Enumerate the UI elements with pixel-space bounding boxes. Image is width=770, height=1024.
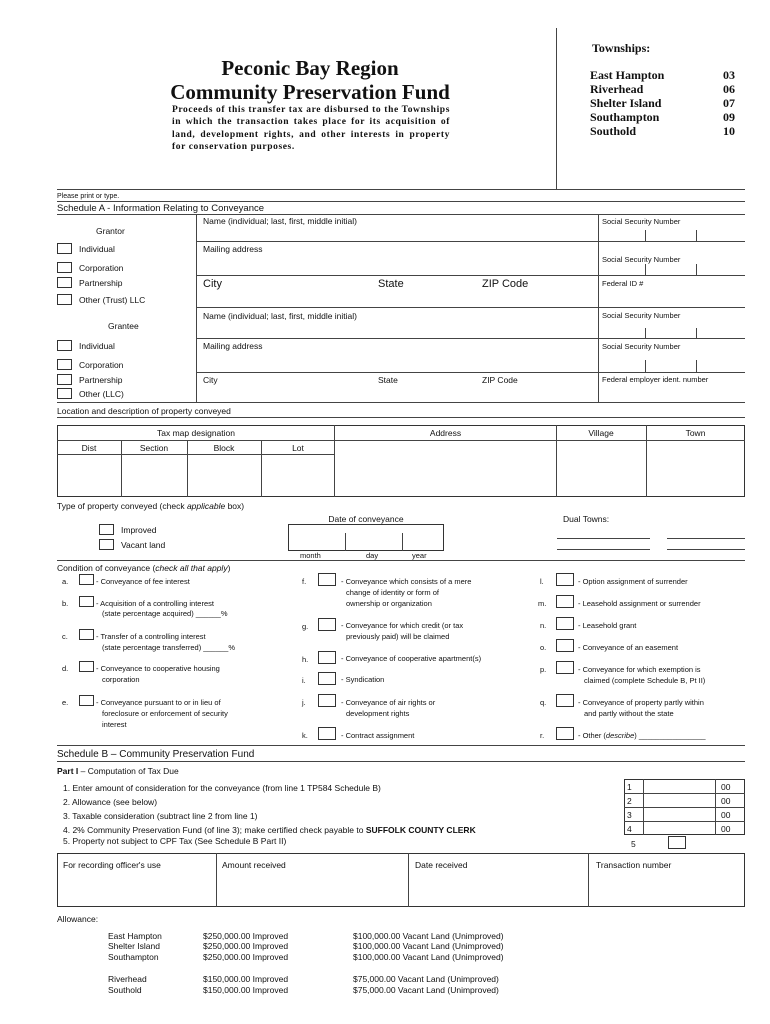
cond-h-text: - Conveyance of cooperative apartment(s): [341, 654, 482, 663]
township-row: Shelter Island 07: [590, 96, 735, 110]
line3-no: 3: [627, 810, 632, 820]
date-input[interactable]: [288, 524, 444, 551]
page-title-line2: Community Preservation Fund: [170, 80, 450, 104]
grantee-city-field[interactable]: City: [203, 375, 218, 385]
grantee-ssn-label: Social Security Number: [602, 311, 681, 320]
allowance-town: Southold: [108, 985, 142, 995]
grantee-individual-label: Individual: [79, 341, 115, 351]
line2-no: 2: [627, 796, 632, 806]
line1-amount-input[interactable]: [644, 780, 714, 793]
line4-no: 4: [627, 824, 632, 834]
line1-cents: 00: [721, 782, 731, 792]
allowance-improved: $150,000.00 Improved: [203, 974, 289, 984]
allowance-improved: $250,000.00 Improved: [203, 931, 289, 941]
line5-text: 5. Property not subject to CPF Tax (See Schedule B Part II): [63, 836, 287, 846]
line1-text: 1. Enter amount of consideration for the conveyance (from line 1 TP584 Schedule B): [63, 783, 381, 793]
date-label: Date of conveyance: [328, 514, 404, 524]
grantee-corporation-checkbox[interactable]: [57, 359, 72, 370]
header-divider: [556, 28, 557, 189]
block-header: Block: [213, 443, 235, 453]
cond-b-text: - Acquisition of a controlling interest: [96, 599, 214, 608]
allowance-improved: $250,000.00 Improved: [203, 952, 289, 962]
allowance-town: Riverhead: [108, 974, 147, 984]
cond-b-letter: b.: [62, 599, 69, 608]
cond-h-letter: h.: [302, 655, 309, 664]
dist-header: Dist: [81, 443, 97, 453]
vacant-land-checkbox[interactable]: [99, 539, 114, 550]
townships-label: Townships:: [592, 41, 651, 55]
cond-q-checkbox[interactable]: [556, 694, 574, 707]
condition-label: Condition of conveyance (check all that apply): [57, 563, 231, 573]
cond-r-text[interactable]: - Other (describe) ________________: [578, 731, 706, 740]
cond-f-letter: f.: [302, 577, 307, 586]
cond-p-letter: p.: [540, 665, 547, 674]
cond-r-checkbox[interactable]: [556, 727, 574, 740]
cond-n-letter: n.: [540, 621, 547, 630]
township-row: East Hampton 03: [590, 68, 735, 82]
cond-e-checkbox[interactable]: [79, 695, 94, 706]
grantee-other-label: Other (LLC): [79, 389, 124, 399]
cond-e-letter: e.: [62, 698, 69, 707]
cond-m-text: - Leasehold assignment or surrender: [578, 599, 701, 608]
cond-j-letter: j.: [302, 698, 306, 707]
cond-i-letter: i.: [302, 676, 306, 685]
cond-b-text2: (state percentage acquired) ______%: [102, 609, 228, 618]
cond-l-text: - Option assignment of surrender: [578, 577, 688, 586]
allowance-label: Allowance:: [57, 914, 99, 924]
line4-amount-input[interactable]: [644, 822, 714, 835]
cond-g-checkbox[interactable]: [318, 618, 336, 631]
grantee-label: Grantee: [108, 321, 139, 331]
allowance-town: Southampton: [108, 952, 159, 962]
schedule-a-title: Schedule A - Information Relating to Conveyance: [57, 203, 265, 214]
print-note: Please print or type.: [57, 193, 120, 200]
line3-amount-input[interactable]: [644, 808, 714, 821]
allowance-town: Shelter Island: [108, 941, 160, 951]
description: Proceeds of this transfer tax are disbursed to the Townships in which the transaction takes place for its acquisition of land, development rights, and other interests in property for conservation purposes.: [172, 105, 450, 152]
cond-e-text3: interest: [102, 720, 127, 729]
grantor-corporation-label: Corporation: [79, 263, 124, 273]
grantee-mailing-field[interactable]: Mailing address: [203, 341, 263, 351]
lot-header: Lot: [292, 443, 304, 453]
township-row: Southampton 09: [590, 110, 735, 124]
grantee-fed-label: Federal employer ident. number: [602, 375, 709, 384]
allowance-vacant: $75,000.00 Vacant Land (Unimproved): [353, 985, 499, 995]
cond-j-text: - Conveyance of air rights or: [341, 698, 436, 707]
grantor-city-field[interactable]: City: [203, 278, 222, 290]
part1-title: Part I – Computation of Tax Due: [57, 766, 179, 776]
line2-amount-input[interactable]: [644, 794, 714, 807]
cond-j-checkbox[interactable]: [318, 694, 336, 707]
cond-o-letter: o.: [540, 643, 547, 652]
cond-a-checkbox[interactable]: [79, 574, 94, 585]
allowance-vacant: $100,000.00 Vacant Land (Unimproved): [353, 941, 504, 951]
cond-g-text2: previously paid) will be claimed: [346, 632, 450, 641]
dual-town-line[interactable]: [667, 538, 745, 539]
cond-c-text: - Transfer of a controlling interest: [96, 632, 206, 641]
cond-q-text: - Conveyance of property partly within: [578, 698, 704, 707]
cond-o-checkbox[interactable]: [556, 639, 574, 652]
cond-n-text: - Leasehold grant: [578, 621, 637, 630]
line5-checkbox[interactable]: [668, 836, 686, 849]
cond-e-text: - Conveyance pursuant to or in lieu of: [96, 698, 221, 707]
grantor-partnership-label: Partnership: [79, 278, 123, 288]
township-row: Southold 10: [590, 124, 735, 138]
grantee-partnership-label: Partnership: [79, 375, 123, 385]
cond-n-checkbox[interactable]: [556, 617, 574, 630]
cond-d-checkbox[interactable]: [79, 661, 94, 672]
cond-f-text: - Conveyance which consists of a mere: [341, 577, 472, 586]
grantee-other-checkbox[interactable]: [57, 388, 72, 399]
page-title-line1: Peconic Bay Region: [221, 56, 399, 80]
line1-no: 1: [627, 782, 632, 792]
cond-m-letter: m.: [538, 599, 547, 608]
grantee-name-field[interactable]: Name (individual; last, first, middle initial): [203, 311, 357, 321]
cond-i-checkbox[interactable]: [318, 672, 336, 685]
cond-l-checkbox[interactable]: [556, 573, 574, 586]
grantor-ssn2-label: Social Security Number: [602, 255, 681, 264]
cond-p-checkbox[interactable]: [556, 661, 574, 674]
date-day-label: day: [366, 551, 379, 560]
cond-g-letter: g.: [302, 622, 309, 631]
village-header: Village: [588, 428, 614, 438]
recording-officer-label: For recording officer's use: [63, 860, 161, 870]
grantor-individual-label: Individual: [79, 244, 115, 254]
header-rule: [57, 189, 745, 190]
improved-label: Improved: [121, 525, 157, 535]
line2-text: 2. Allowance (see below): [63, 797, 158, 807]
cond-c-text2: (state percentage transferred) ______%: [102, 643, 235, 652]
dual-town-line[interactable]: [667, 549, 745, 550]
address-header: Address: [429, 428, 462, 438]
cond-k-letter: k.: [302, 731, 308, 740]
cond-d-text: - Conveyance to cooperative housing: [96, 664, 220, 673]
grantor-corporation-checkbox[interactable]: [57, 262, 72, 273]
allowance-town: East Hampton: [108, 931, 162, 941]
grantor-other-label: Other (Trust) LLC: [79, 295, 146, 305]
townships-list: [590, 68, 735, 138]
section-header: Section: [139, 443, 169, 453]
cond-k-checkbox[interactable]: [318, 727, 336, 740]
allowance-vacant: $100,000.00 Vacant Land (Unimproved): [353, 931, 504, 941]
line2-cents: 00: [721, 796, 731, 806]
grantee-ssn2-label: Social Security Number: [602, 342, 681, 351]
date-year-label: year: [412, 551, 427, 560]
line5-no: 5: [631, 839, 636, 849]
transaction-number-label: Transaction number: [596, 860, 672, 870]
cond-r-letter: r.: [540, 731, 545, 740]
type-label: Type of property conveyed (check applicable box): [57, 501, 245, 511]
dual-town-line[interactable]: [557, 549, 650, 550]
grantor-partnership-checkbox[interactable]: [57, 277, 72, 288]
improved-checkbox[interactable]: [99, 524, 114, 535]
grantor-individual-checkbox[interactable]: [57, 243, 72, 254]
line4-cents: 00: [721, 824, 731, 834]
cond-l-letter: l.: [540, 577, 544, 586]
date-received-label: Date received: [415, 860, 468, 870]
cond-f-text2: change of identity or form of: [346, 588, 439, 597]
grantor-name-field[interactable]: Name (individual; last, first, middle initial): [203, 216, 357, 226]
cond-e-text2: foreclosure or enforcement of security: [102, 709, 228, 718]
line4-text: 4. 2% Community Preservation Fund (of line 3); make certified check payable to SUFFOLK COUNTY CLERK: [63, 825, 476, 835]
cond-c-checkbox[interactable]: [79, 629, 94, 640]
allowance-improved: $150,000.00 Improved: [203, 985, 289, 995]
cond-p-text2: claimed (complete Schedule B, Pt II): [584, 676, 706, 685]
cond-m-checkbox[interactable]: [556, 595, 574, 608]
grantee-partnership-checkbox[interactable]: [57, 374, 72, 385]
grantor-state-field[interactable]: State: [378, 278, 404, 290]
cond-c-letter: c.: [62, 632, 68, 641]
cond-f-text3: ownership or organization: [346, 599, 432, 608]
cond-o-text: - Conveyance of an easement: [578, 643, 679, 652]
line3-text: 3. Taxable consideration (subtract line 2 from line 1): [63, 811, 258, 821]
cond-q-letter: q.: [540, 698, 547, 707]
allowance-vacant: $75,000.00 Vacant Land (Unimproved): [353, 974, 499, 984]
cond-k-text: - Contract assignment: [341, 731, 415, 740]
cond-g-text: - Conveyance for which credit (or tax: [341, 621, 464, 630]
grantee-individual-checkbox[interactable]: [57, 340, 72, 351]
grantee-zip-field[interactable]: ZIP Code: [482, 375, 518, 385]
cond-q-text2: and partly without the state: [584, 709, 674, 718]
grantor-fedid-label: Federal ID #: [602, 279, 644, 288]
line3-cents: 00: [721, 810, 731, 820]
dual-town-line[interactable]: [557, 538, 650, 539]
cond-p-text: - Conveyance for which exemption is: [578, 665, 701, 674]
schedule-b-title: Schedule B – Community Preservation Fund: [57, 749, 255, 760]
cond-d-letter: d.: [62, 664, 69, 673]
grantee-state-field[interactable]: State: [378, 375, 398, 385]
tax-map-label: Tax map designation: [157, 428, 235, 438]
grantor-other-checkbox[interactable]: [57, 294, 72, 305]
cond-h-checkbox[interactable]: [318, 651, 336, 664]
cond-b-checkbox[interactable]: [79, 596, 94, 607]
grantor-ssn-label: Social Security Number: [602, 217, 681, 226]
grantor-zip-field[interactable]: ZIP Code: [482, 278, 529, 290]
amount-received-label: Amount received: [222, 860, 286, 870]
cond-d-text2: corporation: [102, 675, 140, 684]
cond-f-checkbox[interactable]: [318, 573, 336, 586]
cond-j-text2: development rights: [346, 709, 410, 718]
township-row: Riverhead 06: [590, 82, 735, 96]
grantor-mailing-field[interactable]: Mailing address: [203, 244, 263, 254]
location-label: Location and description of property conveyed: [57, 406, 231, 416]
grantor-label: Grantor: [96, 226, 125, 236]
date-month-label: month: [300, 551, 321, 560]
vacant-land-label: Vacant land: [121, 540, 166, 550]
cond-a-text: - Conveyance of fee interest: [96, 577, 190, 586]
town-header: Town: [685, 428, 706, 438]
cond-a-letter: a.: [62, 577, 69, 586]
allowance-improved: $250,000.00 Improved: [203, 941, 289, 951]
cond-i-text: - Syndication: [341, 675, 385, 684]
dual-towns-label: Dual Towns:: [563, 514, 610, 524]
allowance-vacant: $100,000.00 Vacant Land (Unimproved): [353, 952, 504, 962]
grantee-corporation-label: Corporation: [79, 360, 124, 370]
